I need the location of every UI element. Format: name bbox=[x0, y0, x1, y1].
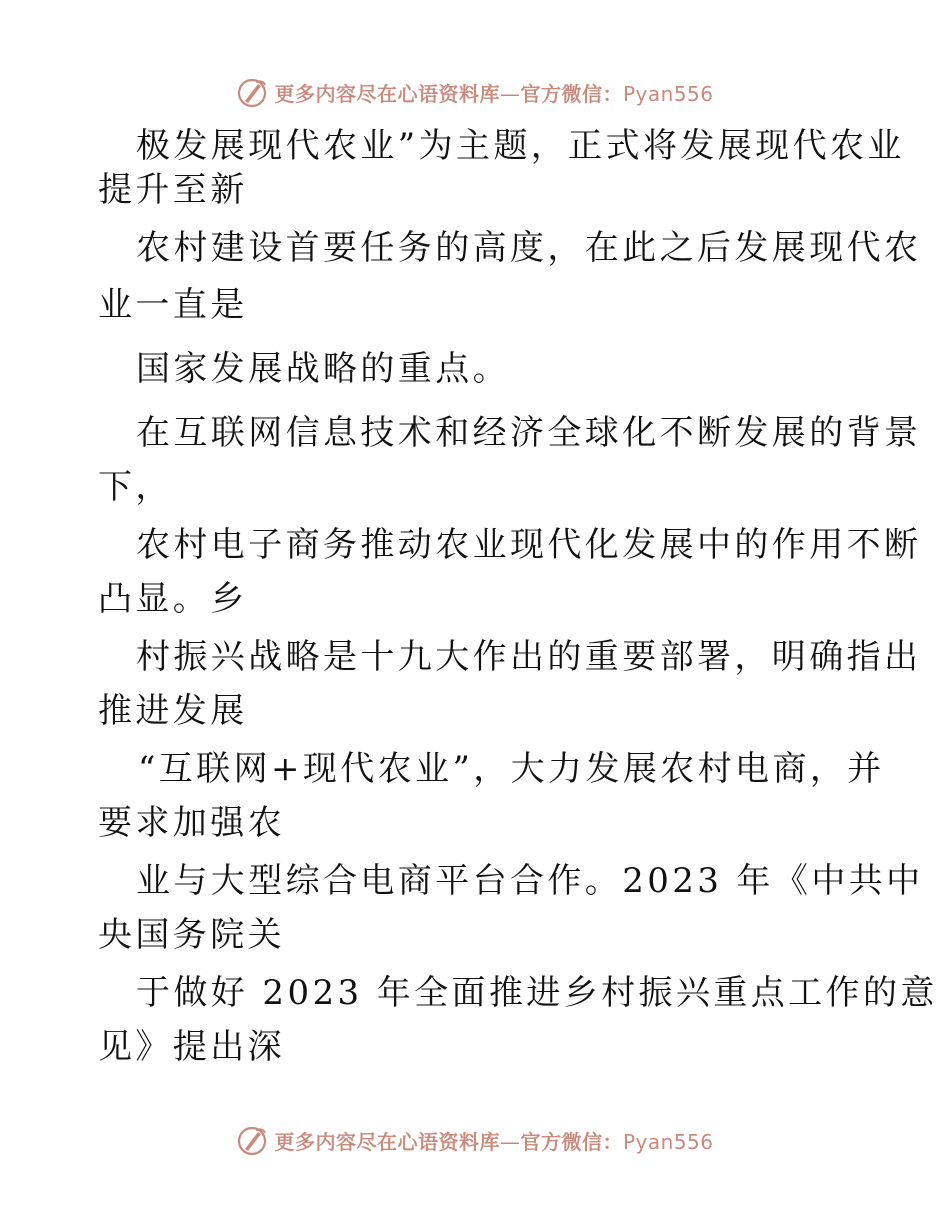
text-line: 农村电子商务推动农业现代化发展中的作用不断 bbox=[136, 525, 922, 565]
watermark-wechat-label: 官方微信： bbox=[520, 81, 623, 106]
document-body bbox=[98, 126, 938, 1067]
text-line: 业与大型综合电商平台合作。2023 年《中共中 bbox=[136, 861, 924, 901]
text-line: 农村建设首要任务的高度，在此之后发展现代农 bbox=[136, 228, 922, 268]
text-line: 国家发展战略的重点。 bbox=[136, 349, 510, 389]
text-line: “互联网+现代农业”，大力发展农村电商，并 bbox=[138, 749, 885, 789]
footer-watermark bbox=[0, 1120, 950, 1160]
watermark-site-text: 更多内容尽在心语资料库 bbox=[274, 81, 500, 106]
watermark-text bbox=[274, 1126, 713, 1155]
text-line: 要求加强农 bbox=[98, 803, 285, 843]
watermark-separator: — bbox=[499, 1129, 521, 1154]
text-line: 提升至新 bbox=[98, 170, 248, 210]
watermark-text bbox=[274, 78, 713, 107]
text-line: 下， bbox=[98, 467, 173, 507]
text-line: 业一直是 bbox=[98, 285, 248, 325]
text-line: 推进发展 bbox=[98, 691, 248, 731]
watermark-wechat-label: 官方微信： bbox=[520, 1129, 623, 1154]
text-line: 于做好 2023 年全面推进乡村振兴重点工作的意 bbox=[136, 973, 938, 1013]
text-line: 极发展现代农业”为主题，正式将发展现代农业 bbox=[136, 126, 905, 166]
watermark-wechat-id: Pyan556 bbox=[622, 81, 714, 106]
quill-seal-icon bbox=[236, 1124, 268, 1156]
quill-seal-icon bbox=[236, 76, 268, 108]
watermark-separator: — bbox=[499, 81, 521, 106]
text-line: 在互联网信息技术和经济全球化不断发展的背景 bbox=[136, 413, 922, 453]
watermark-site-text: 更多内容尽在心语资料库 bbox=[274, 1129, 500, 1154]
header-watermark bbox=[0, 72, 950, 112]
text-line: 凸显。乡 bbox=[98, 579, 248, 619]
text-line: 央国务院关 bbox=[98, 915, 285, 955]
text-line: 村振兴战略是十九大作出的重要部署，明确指出 bbox=[136, 637, 922, 677]
watermark-wechat-id: Pyan556 bbox=[622, 1129, 714, 1154]
text-line: 见》提出深 bbox=[98, 1027, 285, 1067]
